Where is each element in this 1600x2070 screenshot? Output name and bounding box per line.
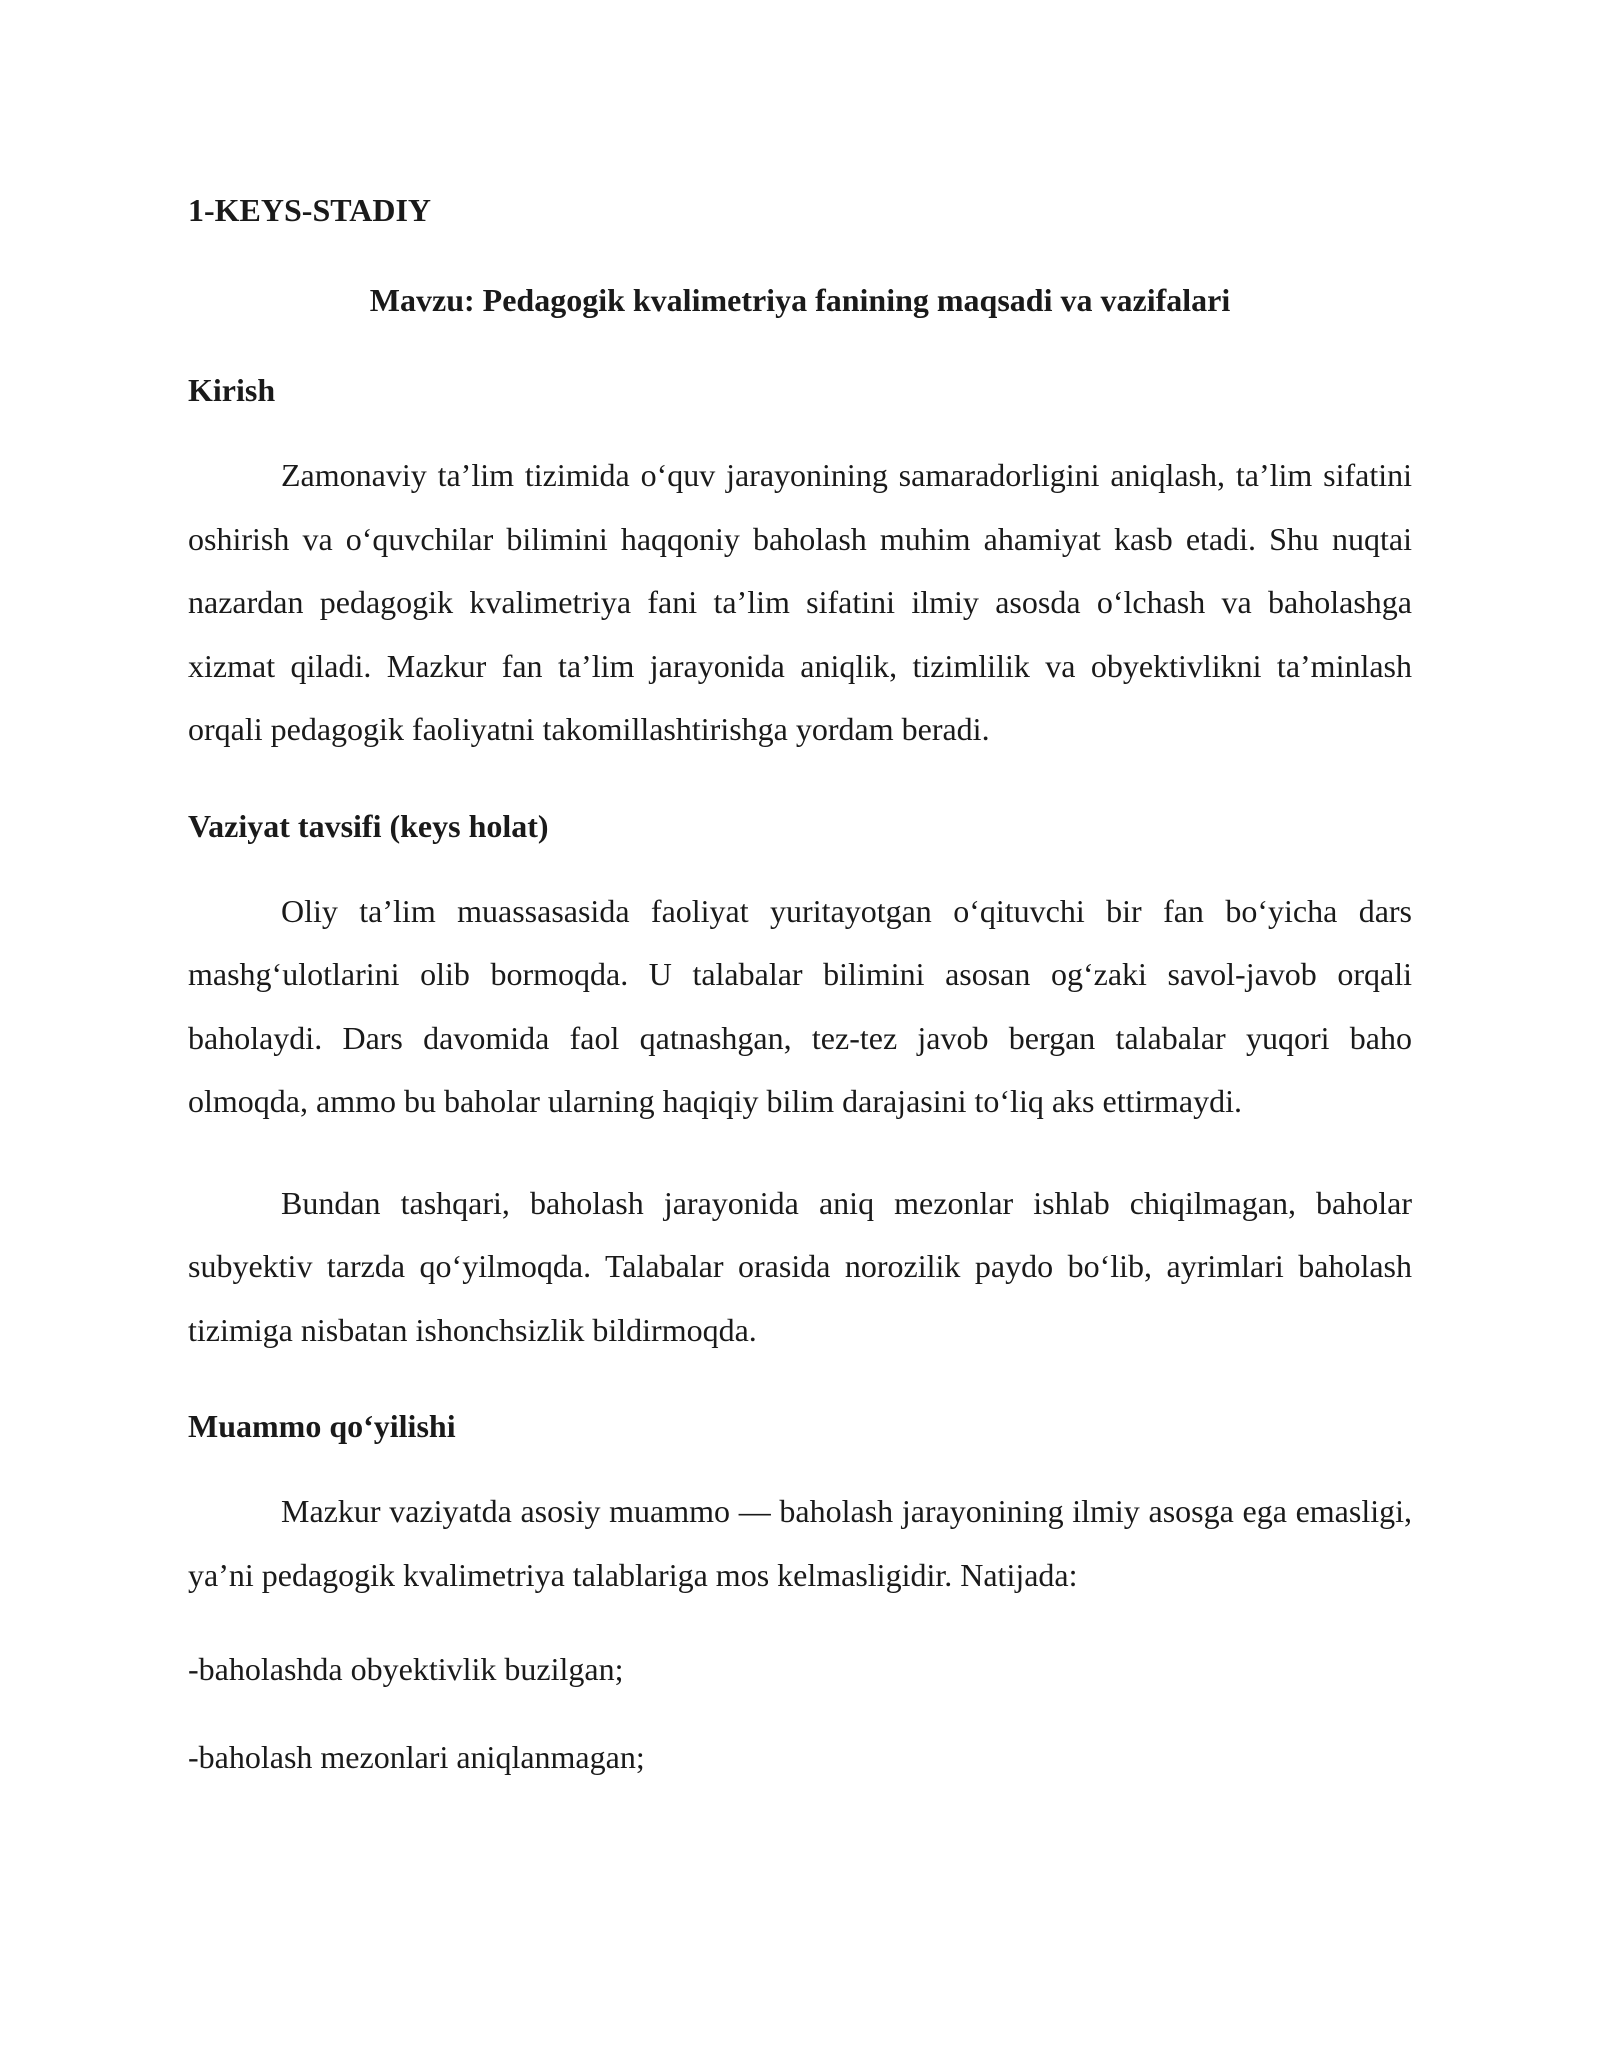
section-heading-situation: Vaziyat tavsifi (keys holat) xyxy=(188,807,549,844)
intro-paragraph: Zamonaviy ta’lim tizimida o‘quv jarayonining samaradorligini aniqlash, ta’lim sifatini oshirish va o‘quvchilar bilimini haqqoniy baholash muhim ahamiyat kasb etadi. Shu nuqtai nazardan pedagogik kvalimetriya fani ta’lim sifatini ilmiy asosda o‘lchash va baholashga xizmat qiladi. Mazkur fan ta’lim jarayonida aniqlik, tizimlilik va obyektivlikni ta’minlash orqali pedagogik faoliyatni takomillashtirishga yordam beradi. xyxy=(188,457,1412,747)
case-study-title: 1-KEYS-STADIY xyxy=(188,192,431,228)
document-body xyxy=(188,184,1412,1783)
topic-title: Mavzu: Pedagogik kvalimetriya fanining maqsadi va vazifalari xyxy=(369,282,1231,318)
section-heading-intro: Kirish xyxy=(188,372,276,408)
list-item: -baholash mezonlari aniqlanmagan; xyxy=(188,1739,645,1775)
section-heading-problem: Muammo qo‘yilishi xyxy=(188,1408,456,1444)
problem-paragraph: Mazkur vaziyatda asosiy muammo — baholash jarayonining ilmiy asosga ega emasligi, ya’ni pedagogik kvalimetriya talablariga mos kelmasligidir. Natijada: xyxy=(188,1493,1412,1593)
situation-paragraph-2: Bundan tashqari, baholash jarayonida aniq mezonlar ishlab chiqilmagan, baholar subyektiv tarzda qo‘yilmoqda. Talabalar orasida norozilik paydo bo‘lib, ayrimlari baholash tizimiga nisbatan ishonchsizlik bildirmoqda. xyxy=(188,1184,1412,1348)
situation-paragraph-1: Oliy ta’lim muassasasida faoliyat yuritayotgan o‘qituvchi bir fan bo‘yicha dars mashg‘ulotlarini olib bormoqda. U talabalar bilimini asosan og‘zaki savol-javob orqali baholaydi. Dars davomida faol qatnashgan, tez-tez javob bergan talabalar yuqori baho olmoqda, ammo bu baholar ularning haqiqiy bilim darajasini to‘liq aks ettirmaydi. xyxy=(188,892,1412,1119)
list-item: -baholashda obyektivlik buzilgan; xyxy=(188,1651,624,1687)
